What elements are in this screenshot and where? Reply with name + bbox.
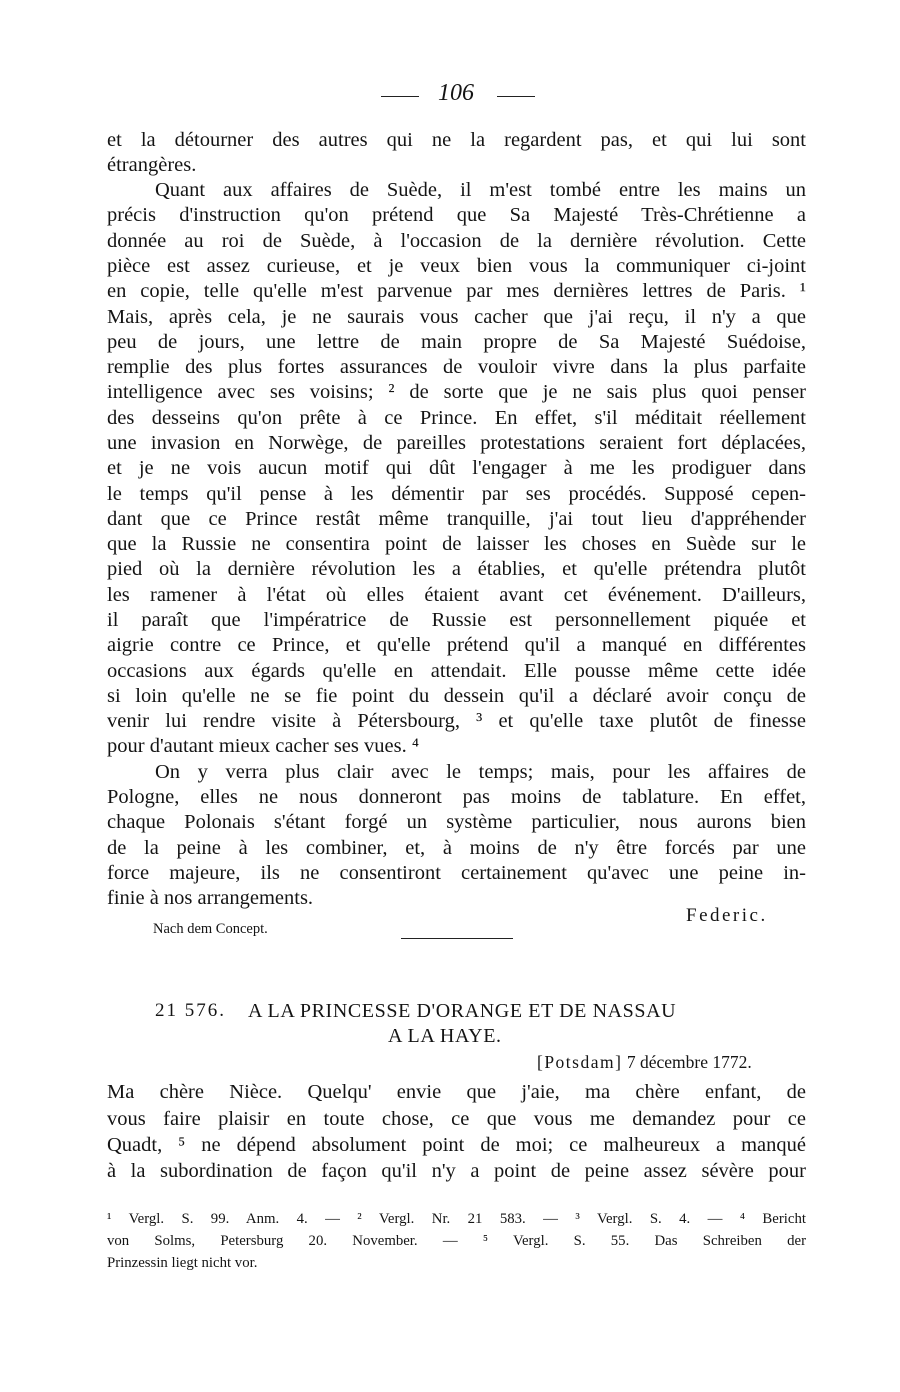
signature: Federic. bbox=[686, 905, 768, 926]
text-line: finie à nos arrangements. bbox=[107, 887, 314, 909]
text-line: aigrie contre ce Prince, et qu'elle prétend qu'il a manqué en différentes bbox=[107, 634, 806, 656]
letter-title: A LA PRINCESSE D'ORANGE ET DE NASSAU bbox=[248, 1000, 677, 1022]
text-line: en copie, telle qu'elle m'est parvenue par mes dernières lettres de Paris. ¹ bbox=[107, 280, 806, 302]
header-rule-left bbox=[381, 96, 419, 97]
text-line: vous faire plaisir en toute chose, ce que vous me demandez pour ce bbox=[107, 1108, 806, 1130]
text-line: pour d'autant mieux cacher ses vues. ⁴ bbox=[107, 735, 419, 757]
text-line: occasions aux égards qu'elle en attendait. Elle pousse même cette idée bbox=[107, 660, 806, 682]
text-line: des desseins qu'on prête à ce Prince. En effet, s'il méditait réellement bbox=[107, 407, 806, 429]
footnote-line: Prinzessin liegt nicht vor. bbox=[107, 1255, 258, 1271]
text-line: de la peine à les combiner, et, à moins de n'y être forcés par une bbox=[107, 837, 806, 859]
source-note: Nach dem Concept. bbox=[153, 921, 268, 937]
text-line: force majeure, ils ne consentiront certainement qu'avec une peine in- bbox=[107, 862, 806, 884]
footnote-line: ¹ Vergl. S. 99. Anm. 4. — ² Vergl. Nr. 21 583. — ³ Vergl. S. 4. — ⁴ Bericht bbox=[107, 1211, 806, 1227]
text-line: peu de jours, une lettre de main propre de Sa Majesté Suédoise, bbox=[107, 331, 806, 353]
text-line: à la subordination de façon qu'il n'y a point de peine assez sévère pour bbox=[107, 1160, 806, 1182]
text-line: les ramener à l'état où elles étaient avant cet événement. D'ailleurs, bbox=[107, 584, 806, 606]
text-line: pied où la dernière révolution les a établies, et qu'elle prétendra plutôt bbox=[107, 558, 806, 580]
text-line: une invasion en Norwège, de pareilles protestations seraient fort déplacées, bbox=[107, 432, 806, 454]
text-line: Ma chère Nièce. Quelqu' envie que j'aie, ma chère enfant, de bbox=[107, 1081, 806, 1103]
date-place: [Potsdam] bbox=[537, 1052, 623, 1072]
text-line: Quant aux affaires de Suède, il m'est tombé entre les mains un bbox=[155, 179, 806, 201]
text-line: si loin qu'elle ne se fie point du dessein qu'il a déclaré avoir conçu de bbox=[107, 685, 806, 707]
text-line: pièce est assez curieuse, et je veux bien vous la communiquer ci-joint bbox=[107, 255, 806, 277]
text-line: Mais, après cela, je ne saurais vous cacher que j'ai reçu, il n'y a que bbox=[107, 306, 806, 328]
letter-number: 21 576. bbox=[155, 1000, 226, 1021]
date-text: 7 décembre 1772. bbox=[626, 1052, 752, 1072]
text-line: Pologne, elles ne nous donneront pas moins de tablature. En effet, bbox=[107, 786, 806, 808]
footnote-line: von Solms, Petersburg 20. November. — ⁵ Vergl. S. 55. Das Schreiben der bbox=[107, 1233, 806, 1249]
text-line: chaque Polonais s'étant forgé un système particulier, nous aurons bien bbox=[107, 811, 806, 833]
text-line: venir lui rendre visite à Pétersbourg, ³ et qu'elle taxe plutôt de finesse bbox=[107, 710, 806, 732]
header-rule-right bbox=[497, 96, 535, 97]
text-line: intelligence avec ses voisins; ² de sorte que je ne sais plus quoi penser bbox=[107, 381, 806, 403]
text-line: On y verra plus clair avec le temps; mais, pour les affaires de bbox=[155, 761, 806, 783]
text-line: remplie des plus fortes assurances de vouloir vivre dans la plus parfaite bbox=[107, 356, 806, 378]
letter-title-place: A LA HAYE. bbox=[388, 1025, 502, 1047]
text-line: et je ne vois aucun motif qui dût l'engager à me les prodiguer dans bbox=[107, 457, 806, 479]
text-line: le temps qu'il pense à les démentir par ses procédés. Supposé cepen- bbox=[107, 483, 806, 505]
text-line: dant que ce Prince restât même tranquille, j'ai tout lieu d'appréhender bbox=[107, 508, 806, 530]
text-line: Quadt, ⁵ ne dépend absolument point de moi; ce malheureux a manqué bbox=[107, 1134, 806, 1156]
text-line: donnée au roi de Suède, à l'occasion de la dernière révolution. Cette bbox=[107, 230, 806, 252]
text-line: étrangères. bbox=[107, 154, 197, 176]
text-line: que la Russie ne consentira point de laisser les choses en Suède sur le bbox=[107, 533, 806, 555]
section-divider bbox=[401, 938, 513, 939]
page-header bbox=[0, 76, 900, 110]
letter-date bbox=[537, 1050, 752, 1074]
text-line: et la détourner des autres qui ne la regardent pas, et qui lui sont bbox=[107, 129, 806, 151]
text-line: il paraît que l'impératrice de Russie est personnellement piquée et bbox=[107, 609, 806, 631]
text-line: précis d'instruction qu'on prétend que Sa Majesté Très-Chrétienne a bbox=[107, 204, 806, 226]
page-number: 106 bbox=[438, 80, 474, 106]
